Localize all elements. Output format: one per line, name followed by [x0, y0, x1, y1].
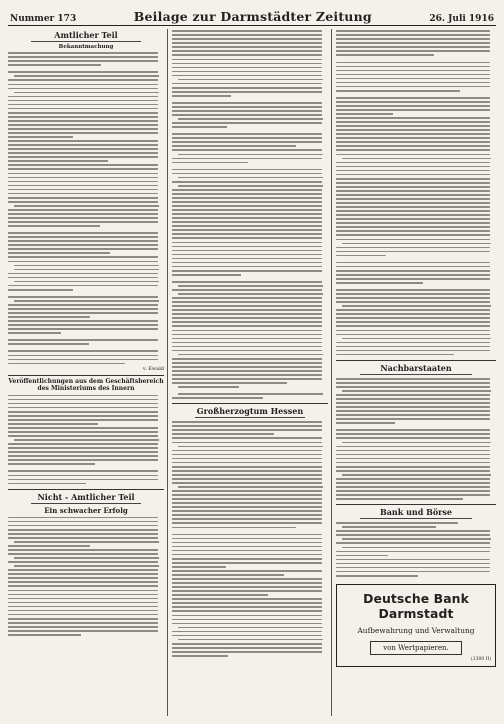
- column-divider: [167, 29, 168, 716]
- text-line: [172, 396, 328, 400]
- subheading-veroeffentlichungen: Veröffentlichungen aus dem Geschäftsbereich des Ministeriums des Innern: [8, 378, 164, 393]
- section-rule: [8, 375, 164, 376]
- section-rule: [31, 503, 140, 504]
- advertisement-code: (1300 II): [471, 656, 491, 662]
- article-body: [8, 393, 164, 485]
- column-2: [172, 29, 328, 716]
- column-divider: [331, 29, 332, 716]
- section-rule: [172, 403, 328, 404]
- article-body: [8, 51, 164, 365]
- section-rule: [336, 504, 496, 505]
- section-rule: [336, 360, 496, 361]
- issue-date: 26. Juli 1916: [429, 14, 494, 24]
- section-rule: [360, 374, 472, 375]
- text-line: [8, 633, 164, 637]
- text-line: [8, 361, 164, 365]
- article-body: [172, 29, 328, 400]
- advertisement-deutsche-bank: [336, 584, 496, 667]
- header-rule: [8, 25, 496, 26]
- section-rule: [360, 518, 472, 519]
- section-heading-nachbarstaaten: Nachbarstaaten: [380, 362, 452, 373]
- advertisement-subtitle: Aufbewahrung und Verwaltung: [357, 625, 475, 635]
- section-heading-amtlicher-teil: Amtlicher Teil: [54, 30, 118, 40]
- text-line: [336, 574, 496, 578]
- subheading-bekanntmachung: Bekanntmachung: [58, 44, 114, 50]
- section-rule: [31, 41, 140, 42]
- advertisement-box: von Wertpapieren.: [370, 641, 462, 655]
- page-header: [10, 6, 494, 24]
- section-rule: [195, 417, 304, 418]
- article-body: [336, 521, 496, 578]
- section-heading-grossherzogtum-hessen: Großherzogtum Hessen: [196, 406, 304, 417]
- section-heading-nicht-amtlicher-teil: Nicht - Amtlicher Teil: [37, 491, 135, 502]
- signature: v. Ewald: [142, 366, 164, 373]
- article-body: [336, 377, 496, 501]
- column-3: [336, 29, 496, 716]
- section-rule: [8, 489, 164, 490]
- article-body: [172, 420, 328, 658]
- text-line: [172, 654, 328, 658]
- text-line: [336, 497, 496, 501]
- article-body: [8, 516, 164, 637]
- advertisement-name: Deutsche Bank Darmstadt: [363, 590, 469, 621]
- column-1: [8, 29, 164, 716]
- article-body: [336, 29, 496, 357]
- text-line: [8, 481, 164, 485]
- issue-number: Nummer 173: [10, 14, 77, 24]
- masthead-title: Beilage zur Darmstädter Zeitung: [133, 9, 372, 24]
- text-line: [336, 353, 496, 357]
- section-heading-bank-und-boerse: Bank und Börse: [379, 507, 452, 518]
- subheading-ein-schwacher-erfolg: Ein schwacher Erfolg: [44, 505, 128, 515]
